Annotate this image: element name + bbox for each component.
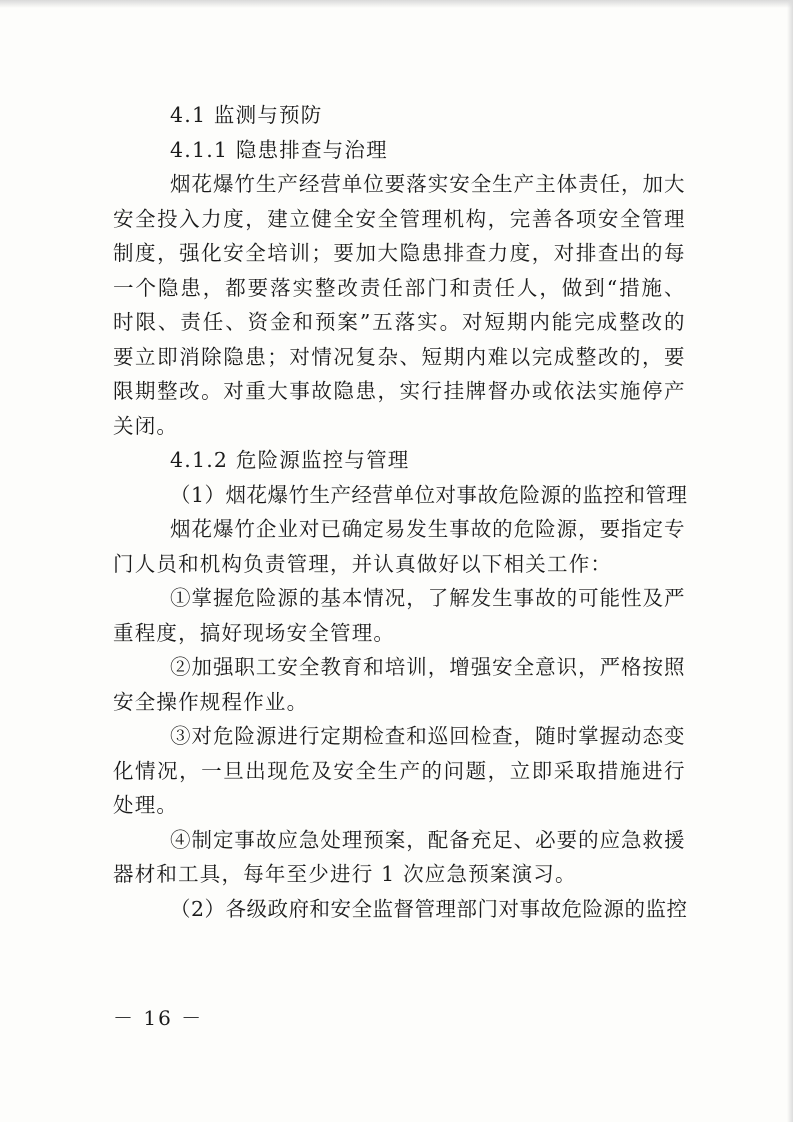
text-line: 化情况，一旦出现危及安全生产的问题，立即采取措施进行 [113, 758, 685, 783]
text-line: 关闭。 [113, 413, 179, 438]
text-line: 烟花爆竹生产经营单位要落实安全生产主体责任，加大 [170, 172, 685, 196]
text-line: 4.1.2 危险源监控与管理 [170, 448, 410, 472]
text-line: 要立即消除隐患；对情况复杂、短期内难以完成整改的，要 [113, 344, 685, 369]
body-text [113, 98, 688, 926]
text-line: ②加强职工安全教育和培训，增强安全意识，严格按照 [170, 655, 685, 679]
text-line: 时限、责任、资金和预案”五落实。对短期内能完成整改的 [113, 310, 685, 334]
page-number: － 16 － [113, 1006, 204, 1030]
text-line: 一个隐患，都要落实整改责任部门和责任人，做到“措施、 [113, 275, 685, 300]
text-line: ④制定事故应急处理预案，配备充足、必要的应急救援 [170, 827, 685, 852]
text-line: ①掌握危险源的基本情况，了解发生事故的可能性及严 [170, 586, 685, 610]
text-line: 制度，强化安全培训；要加大隐患排查力度，对排查出的每 [113, 241, 685, 265]
text-line: 4.1.1 隐患排查与治理 [170, 137, 388, 162]
text-line: 4.1 监测与预防 [170, 103, 323, 127]
text-line: （1）烟花爆竹生产经营单位对事故危险源的监控和管理 [170, 482, 688, 507]
text-line: ③对危险源进行定期检查和巡回检查，随时掌握动态变 [170, 724, 685, 748]
text-line: （2）各级政府和安全监督管理部门对事故危险源的监控 [170, 896, 688, 921]
scan-edge-top [0, 0, 793, 8]
text-line: 器材和工具，每年至少进行 1 次应急预案演习。 [113, 862, 577, 886]
text-line: 安全投入力度，建立健全安全管理机构，完善各项安全管理 [113, 206, 685, 231]
text-line: 烟花爆竹企业对已确定易发生事故的危险源，要指定专 [170, 517, 685, 541]
scan-edge-right [787, 0, 793, 1122]
text-line: 处理。 [113, 793, 179, 817]
text-line: 重程度，搞好现场安全管理。 [113, 620, 396, 645]
text-line: 限期整改。对重大事故隐患，实行挂牌督办或依法实施停产 [113, 379, 685, 403]
text-line: 门人员和机构负责管理，并认真做好以下相关工作： [113, 551, 613, 576]
text-line: 安全操作规程作业。 [113, 689, 309, 714]
